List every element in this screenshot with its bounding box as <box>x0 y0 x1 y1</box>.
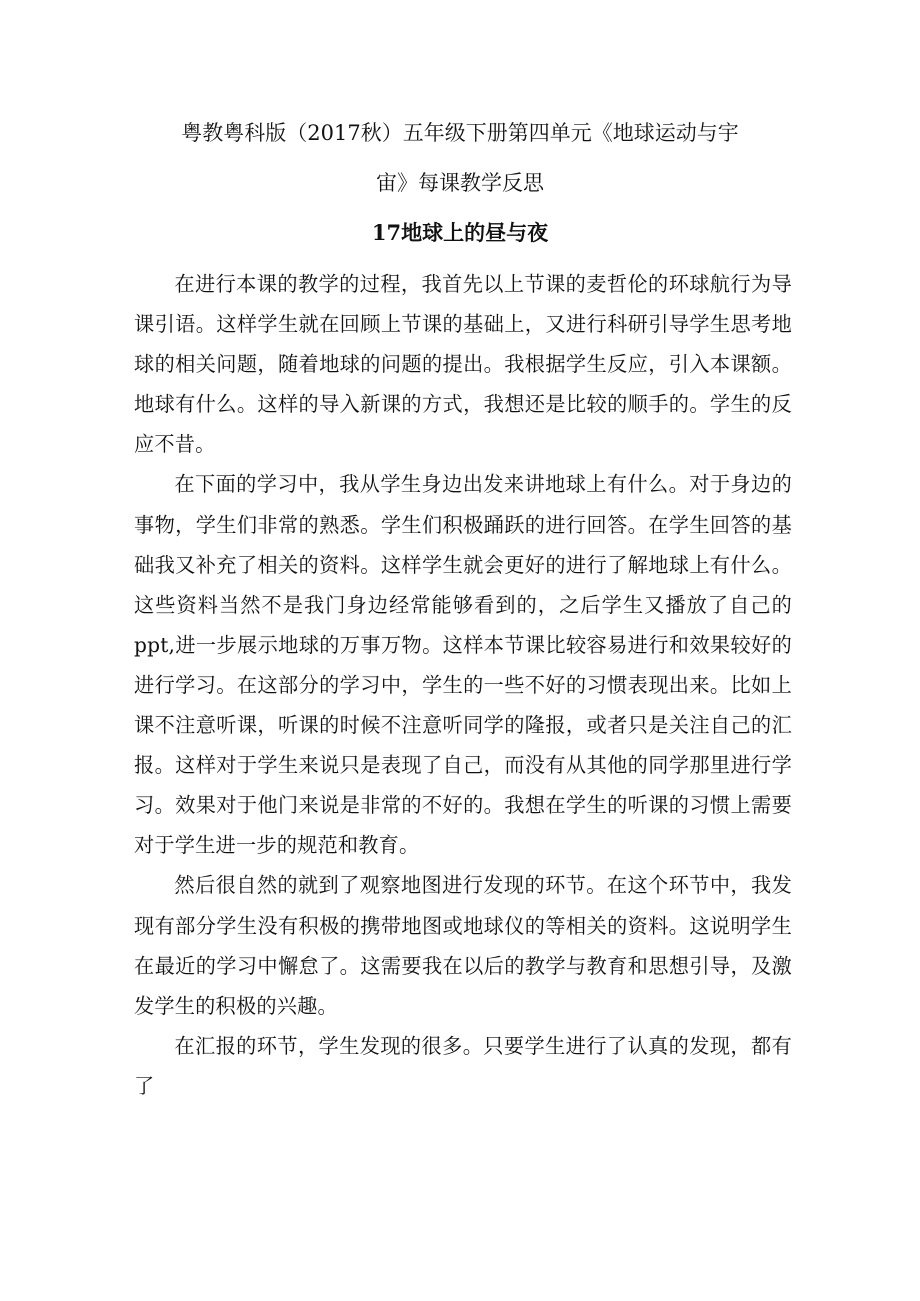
paragraph-2: 在下面的学习中，我从学生身边出发来讲地球上有什么。对于身边的事物，学生们非常的熟悉。学生们积极踊跃的进行回答。在学生回答的基础我又补充了相关的资料。这样学生就会更好的进行了解地球上有什么。这些资料当然不是我门身边经常能够看到的，之后学生又播放了自己的ppt,进一步展示地球的万事万物。这样本节课比较容易进行和效果较好的进行学习。在这部分的学习中，学生的一些不好的习惯表现出来。比如上课不注意听课，听课的时候不注意听同学的隆报，或者只是关注自己的汇报。这样对于学生来说只是表现了自己，而没有从其他的同学那里进行学习。效果对于他门来说是非常的不好的。我想在学生的听课的习惯上需要对于学生进一步的规范和教育。 <box>134 472 792 858</box>
lesson-title: 17地球上的昼与夜 <box>371 220 549 245</box>
paragraph-1: 在进行本课的教学的过程，我首先以上节课的麦哲伦的环球航行为导课引语。这样学生就在回顾上节课的基础上，又进行科研引导学生思考地球的相关问题，随着地球的问题的提出。我根据学生反应，引入本课额。地球有什么。这样的导入新课的方式，我想还是比较的顺手的。学生的反应不昔。 <box>134 272 792 457</box>
document-body <box>134 264 792 1106</box>
paragraph-4: 在汇报的环节，学生发现的很多。只要学生进行了认真的发现，都有了 <box>134 1033 792 1098</box>
document-title-line-2: 宙》每课教学反思 <box>376 171 544 195</box>
document-title-line-1: 粤教粤科版（2017秋）五年级下册第四单元《地球运动与宇 <box>181 121 739 145</box>
paragraph-3: 然后很自然的就到了观察地图进行发现的环节。在这个环节中，我发现有部分学生没有积极的携带地图或地球仪的等相关的资料。这说明学生在最近的学习中懈怠了。这需要我在以后的教学与教育和思想引导，及激发学生的积极的兴趣。 <box>134 873 792 1018</box>
